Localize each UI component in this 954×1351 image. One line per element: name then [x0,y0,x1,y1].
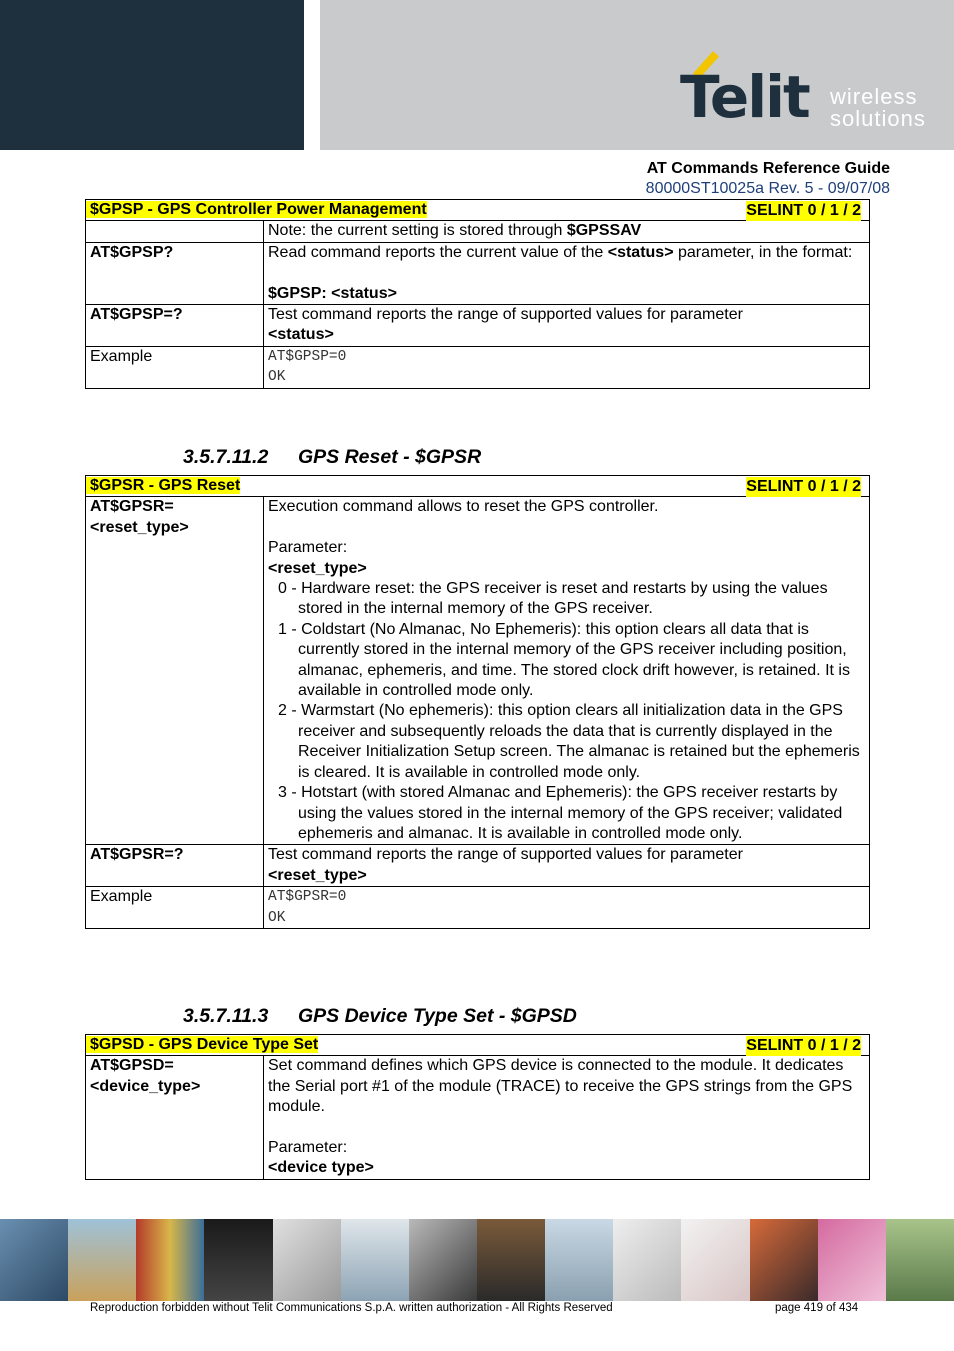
gpsp-example-label: Example [86,346,264,388]
gpsr-exec-desc: Execution command allows to reset the GPS controller. [268,498,659,516]
gpsr-example-row [86,887,870,929]
footer-photo [886,1219,954,1301]
document-revision: 80000ST10025a Rev. 5 - 09/07/08 [645,180,890,197]
gpsr-example-line: AT$GPSR=0 [268,889,347,906]
footer-photo [0,1219,68,1301]
telit-logo [676,50,936,140]
gpsd-set-desc: Set command defines which GPS device is connected to the module. It dedicates the Serial port #1 of the module (TRACE) to receive the GPS strings from the GPS module. [268,1057,853,1116]
section-title: GPS Reset - $GPSR [298,446,482,468]
gpsp-table [85,199,870,389]
gpsp-read-command: AT$GPSP? [86,242,264,304]
gpsr-exec-command: AT$GPSR= [90,498,174,516]
footer-photo [204,1219,272,1301]
gpsd-param-label: Parameter: [268,1139,348,1157]
gpsp-header-row [86,200,870,221]
footer-photo-strip [0,1219,954,1301]
gpsr-param-label: Parameter: [268,539,348,557]
footer-copyright: Reproduction forbidden without Telit Communications S.p.A. written authorization - All Rights Reserved [90,1302,613,1314]
gpsr-test-desc: Test command reports the range of supported values for parameter [268,846,743,864]
section-heading-gpsr [183,446,481,469]
gpsr-value-3: 3 - Hotstart (with stored Almanac and Ephemeris): the GPS receiver restarts by using the values stored in the internal memory of the GPS receiver; validated ephemeris and almanac. It is available in controlled mode only. [278,784,843,842]
logo-wordmark: Telit [680,63,809,131]
gpsp-test-param: <status> [268,326,334,344]
footer-photo [273,1219,341,1301]
footer-photo [136,1219,204,1301]
gpsr-value-2: 2 - Warmstart (No ephemeris): this option clears all initialization data in the GPS receiver and subsequently reloads the data that is currently displayed in the Receiver Initialization Setup screen. The almanac is retained but the ephemeris is cleared. It is available in controlled mode only. [278,702,860,781]
gpsp-note-row [86,221,870,242]
section-number: 3.5.7.11.2 [183,446,269,468]
gpsr-example-label: Example [86,887,264,929]
gpsd-set-row [86,1056,870,1179]
section-title: GPS Device Type Set - $GPSD [298,1005,577,1027]
gpsr-table [85,475,870,929]
footer-photo [613,1219,681,1301]
footer-page-number: page 419 of 434 [775,1302,859,1314]
footer-photo [681,1219,749,1301]
header-dark-panel [0,0,304,150]
gpsp-example-line: AT$GPSP=0 [268,348,347,365]
gpsp-read-format: $GPSP: <status> [268,284,397,302]
gpsr-title: $GPSR - GPS Reset [86,477,240,494]
section-heading-gpsd [183,1005,577,1028]
document-title-block [646,159,890,199]
gpsr-value-0: 0 - Hardware reset: the GPS receiver is reset and restarts by using the values stored in the internal memory of the GPS receiver. [278,580,828,618]
gpsp-selint: SELINT 0 / 1 / 2 [746,201,861,221]
gpsd-set-command: AT$GPSD= [90,1057,174,1075]
document-title: AT Commands Reference Guide [646,160,890,177]
gpsr-test-row [86,845,870,887]
gpsp-note-text: Note: the current setting is stored through [268,222,567,240]
gpsd-set-param: <device_type> [90,1077,201,1095]
gpsr-selint: SELINT 0 / 1 / 2 [746,477,861,497]
gpsr-exec-row [86,497,870,845]
gpsp-read-desc-end: parameter, in the format: [673,243,853,261]
gpsd-title: $GPSD - GPS Device Type Set [86,1036,318,1053]
gpsp-test-desc: Test command reports the range of supported values for parameter [268,306,743,324]
gpsp-example-response: OK [268,369,286,386]
footer-photo [545,1219,613,1301]
logo-tagline [830,86,926,130]
gpsr-example-response: OK [268,909,286,926]
gpsr-value-1: 1 - Coldstart (No Almanac, No Ephemeris): this option clears all data that is currently stored in the internal memory of the GPS receiver including position, almanac, ephemeris, and time. The stored clock drift however, is retained. It is available in controlled mode only. [278,620,850,700]
logo-tagline-1: wireless [830,84,918,109]
footer-photo [818,1219,886,1301]
gpsp-test-command: AT$GPSP=? [86,305,264,347]
gpsp-read-row [86,242,870,304]
gpsr-test-param: <reset_type> [268,866,367,884]
gpsp-read-desc: Read command reports the current value of the [268,243,608,261]
gpsp-test-row [86,305,870,347]
footer-photo [477,1219,545,1301]
gpsr-test-command: AT$GPSR=? [86,845,264,887]
footer-photo [68,1219,136,1301]
gpsp-example-row [86,346,870,388]
gpsr-param-name: <reset_type> [268,559,367,577]
gpsp-note-command: $GPSSAV [566,222,642,240]
footer-photo [750,1219,818,1301]
footer-photo [341,1219,409,1301]
gpsd-param-name: <device type> [268,1159,374,1177]
gpsr-exec-param: <reset_type> [90,518,189,536]
gpsd-table [85,1034,870,1180]
footer-photo [409,1219,477,1301]
gpsp-read-param: <status> [607,243,674,261]
gpsr-header-row [86,476,870,497]
section-number: 3.5.7.11.3 [183,1005,269,1027]
gpsd-selint: SELINT 0 / 1 / 2 [746,1036,861,1056]
gpsd-header-row [86,1035,870,1056]
gpsp-title: $GPSP - GPS Controller Power Management [86,201,427,218]
logo-tagline-2: solutions [830,106,926,131]
